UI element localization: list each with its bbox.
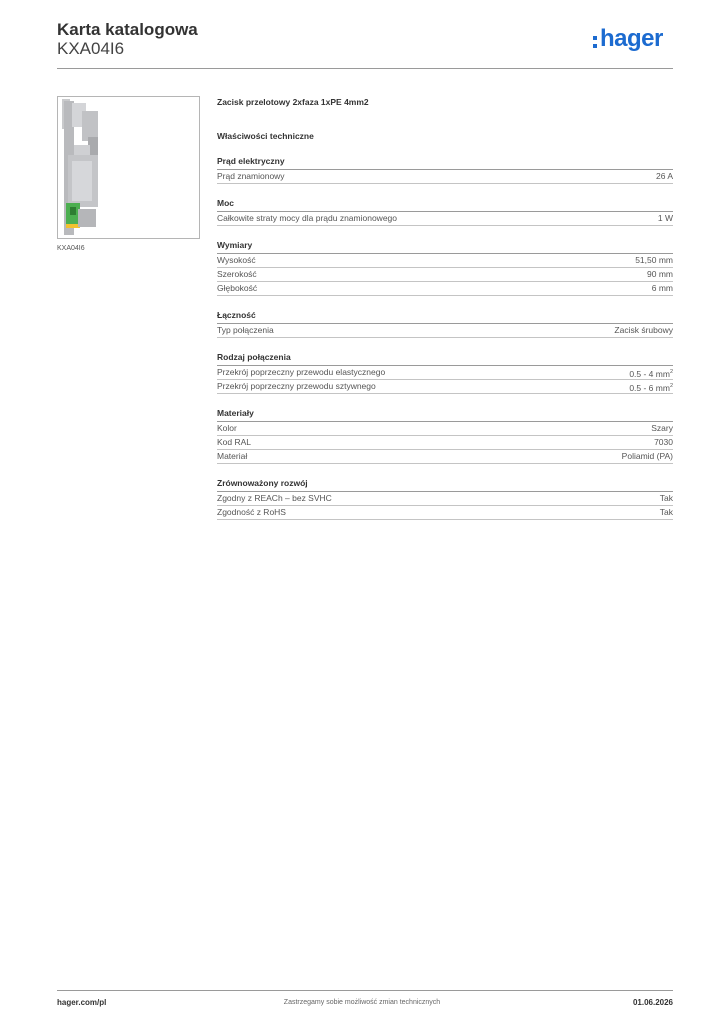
spec-value: Zacisk śrubowy — [614, 325, 673, 335]
spec-value: 0.5 - 4 mm — [629, 368, 670, 379]
spec-group-title: Prąd elektryczny — [217, 156, 673, 170]
spec-value-cell — [660, 506, 673, 519]
spec-value-cell — [629, 366, 673, 379]
spec-row — [217, 380, 673, 394]
spec-row — [217, 170, 673, 184]
spec-row — [217, 450, 673, 464]
spec-value: 51,50 mm — [635, 255, 673, 265]
logo-dots-icon — [593, 34, 599, 50]
product-image — [57, 96, 200, 239]
spec-row — [217, 506, 673, 520]
header-divider — [57, 68, 673, 69]
spec-label: Szerokość — [217, 269, 257, 279]
spec-row — [217, 492, 673, 506]
product-title: Zacisk przelotowy 2xfaza 1xPE 4mm2 — [217, 97, 369, 107]
spec-value: 0.5 - 6 mm — [629, 382, 670, 393]
spec-group-title: Łączność — [217, 310, 673, 324]
technical-specs — [217, 96, 673, 520]
spec-value-cell — [654, 436, 673, 449]
hager-logo — [593, 25, 673, 56]
spec-row — [217, 324, 673, 338]
document-title: Karta katalogowa — [57, 20, 198, 39]
spec-value: Poliamid (PA) — [621, 451, 673, 461]
spec-value-cell — [656, 170, 673, 183]
spec-label: Przekrój poprzeczny przewodu sztywnego — [217, 381, 376, 391]
spec-label: Kolor — [217, 423, 237, 433]
spec-group — [217, 352, 673, 394]
spec-value: Tak — [659, 507, 673, 517]
logo-text: hager — [600, 25, 663, 52]
spec-group-title: Wymiary — [217, 240, 673, 254]
spec-row — [217, 212, 673, 226]
section-title: Właściwości techniczne — [217, 131, 314, 141]
spec-row — [217, 436, 673, 450]
footer-divider — [57, 990, 673, 991]
spec-value-cell — [651, 422, 673, 435]
spec-row — [217, 254, 673, 268]
spec-group — [217, 310, 673, 338]
spec-label: Zgodność z RoHS — [217, 507, 286, 517]
spec-value-cell — [647, 268, 673, 281]
spec-value-cell — [658, 212, 673, 225]
spec-group — [217, 240, 673, 296]
spec-label: Przekrój poprzeczny przewodu elastycznego — [217, 367, 386, 377]
spec-value-cell — [660, 492, 673, 505]
spec-label: Kod RAL — [217, 437, 252, 447]
spec-value: Szary — [651, 423, 673, 433]
spec-groups — [217, 156, 673, 520]
spec-value: 7030 — [654, 437, 673, 447]
spec-row — [217, 268, 673, 282]
spec-value-cell — [635, 254, 673, 267]
spec-row — [217, 366, 673, 380]
spec-group-title: Moc — [217, 198, 673, 212]
spec-group — [217, 478, 673, 520]
spec-group — [217, 198, 673, 226]
spec-group-title: Rodzaj połączenia — [217, 352, 673, 366]
spec-row — [217, 422, 673, 436]
spec-label: Prąd znamionowy — [217, 171, 285, 181]
footer-date: 01.06.2026 — [632, 998, 673, 1007]
terminal-block-icon — [58, 97, 199, 238]
spec-label: Całkowite straty mocy dla prądu znamionowego — [217, 213, 398, 223]
unit-superscript: 2 — [669, 369, 673, 375]
spec-value: 1 W — [657, 213, 673, 223]
image-caption: KXA04I6 — [57, 245, 85, 252]
spec-value: 6 mm — [651, 283, 673, 293]
spec-label: Głębokość — [217, 283, 258, 293]
footer-notice: Zastrzegamy sobie możliwość zmian technicznych — [283, 999, 441, 1006]
spec-label: Zgodny z REACh – bez SVHC — [217, 493, 332, 503]
product-code: KXA04I6 — [57, 39, 125, 58]
footer-website: hager.com/pl — [57, 998, 107, 1007]
spec-row — [217, 282, 673, 296]
spec-value: Tak — [659, 493, 673, 503]
unit-superscript: 2 — [669, 383, 673, 389]
spec-value-cell — [622, 450, 673, 463]
spec-label: Materiał — [217, 451, 248, 461]
spec-value-cell — [652, 282, 673, 295]
spec-value-cell — [614, 324, 673, 337]
spec-value: 26 A — [655, 171, 673, 181]
spec-value-cell — [629, 380, 673, 393]
spec-group-title: Materiały — [217, 408, 673, 422]
spec-value: 90 mm — [647, 269, 673, 279]
spec-label: Typ połączenia — [217, 325, 274, 335]
spec-group — [217, 408, 673, 464]
spec-label: Wysokość — [217, 255, 256, 265]
spec-group-title: Zrównoważony rozwój — [217, 478, 673, 492]
spec-group — [217, 156, 673, 184]
